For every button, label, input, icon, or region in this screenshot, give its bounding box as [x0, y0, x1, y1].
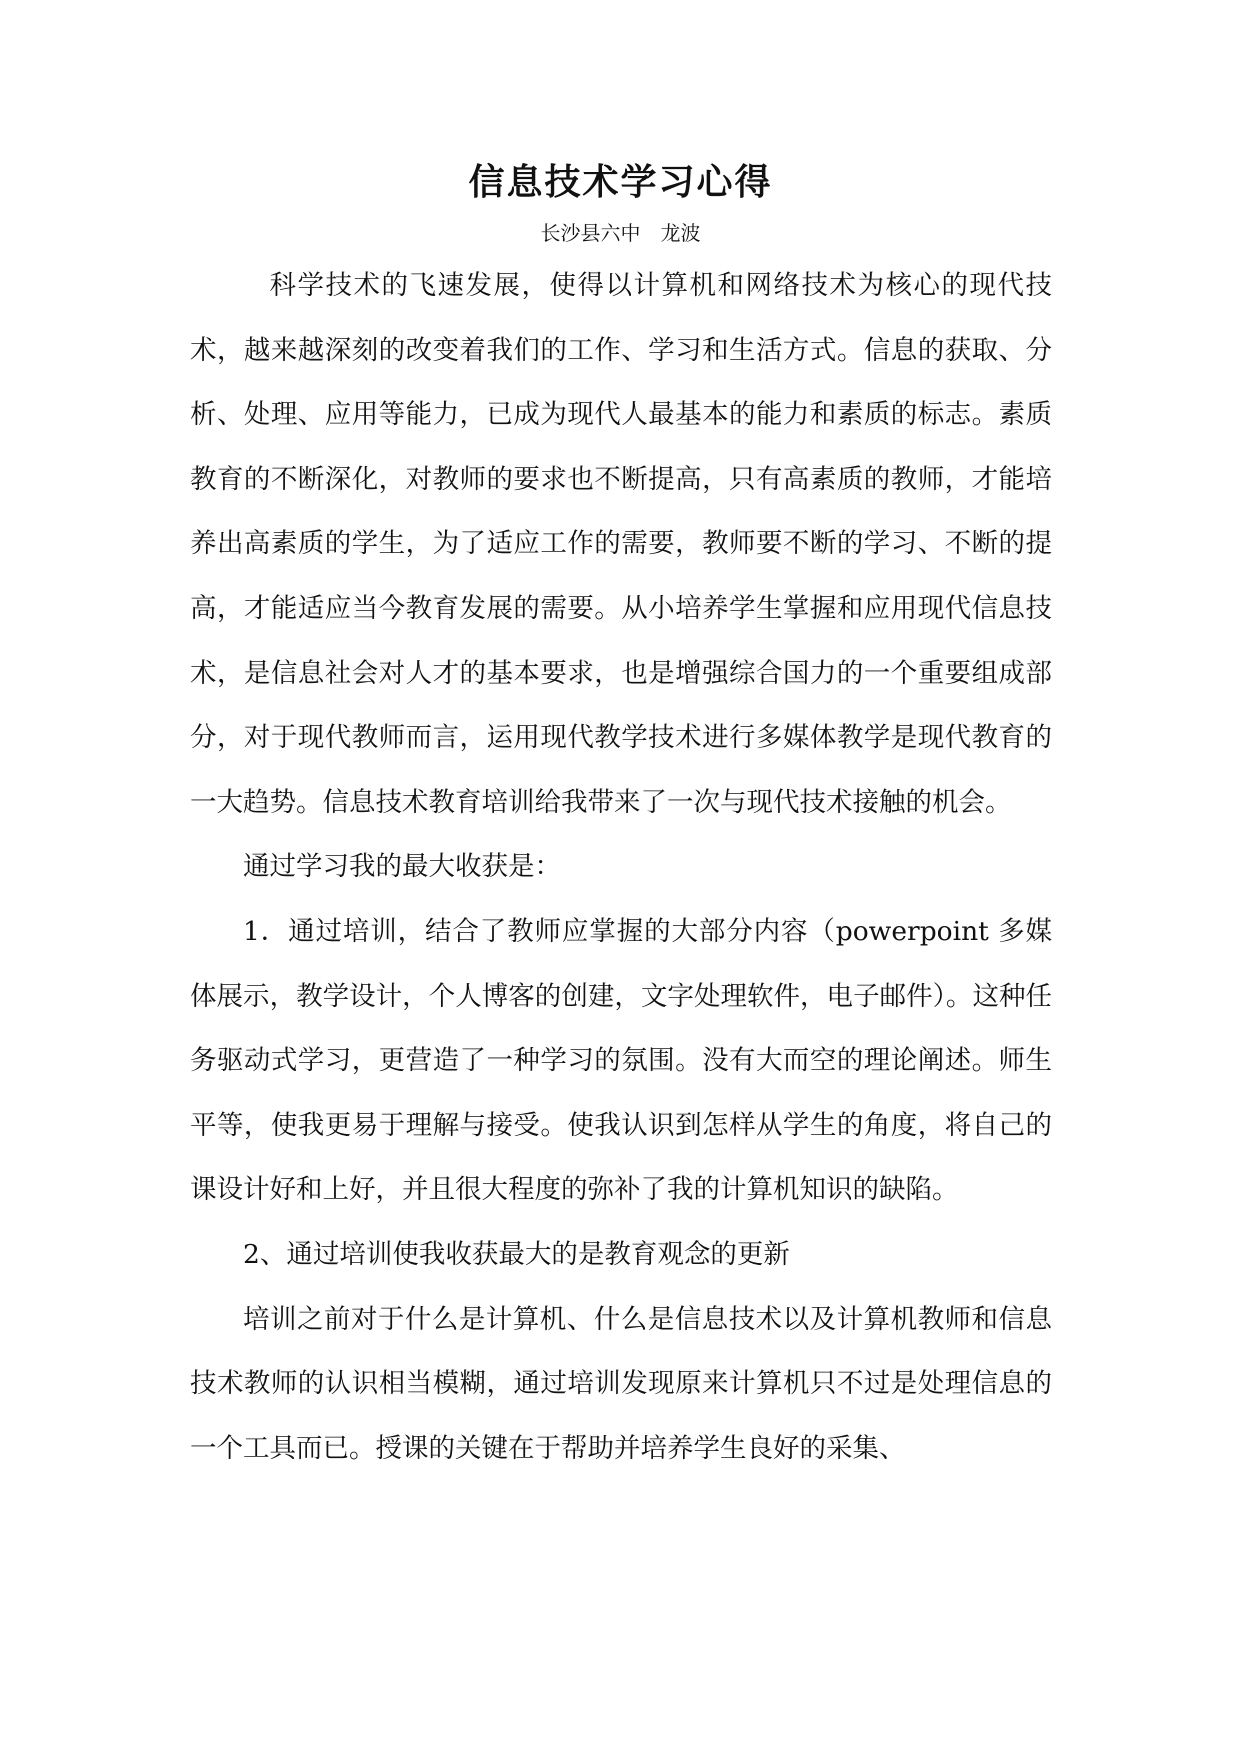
document-title: 信息技术学习心得 — [468, 162, 773, 203]
paragraph-gains-heading: 通过学习我的最大收获是： — [243, 851, 561, 883]
paragraph-intro: 科学技术的飞速发展，使得以计算机和网络技术为核心的现代技术，越来越深刻的改变着我们的工作、学习和生活方式。信息的获取、分析、处理、应用等能力，已成为现代人最基本的能力和素质的标志。素质教育的不断深化，对教师的要求也不断提高，只有高素质的教师，才能培养出高素质的学生，为了适应工作的需要，教师要不断的学习、不断的提高，才能适应当今教育发展的需要。从小培养学生掌握和应用现代信息技术，是信息社会对人才的基本要求，也是增强综合国力的一个重要组成部分，对于现代教师而言，运用现代教学技术进行多媒体教学是现代教育的一大趋势。信息技术教育培训给我带来了一次与现代技术接触的机会。 — [190, 270, 1052, 818]
paragraph-point-1: 1．通过培训，结合了教师应掌握的大部分内容（powerpoint 多媒体展示，教学设计，个人博客的创建，文字处理软件，电子邮件）。这种任务驱动式学习，更营造了一种学习的氛围。没有大而空的理论阐述。师生平等，使我更易于理解与接受。使我认识到怎样从学生的角度，将自己的课设计好和上好，并且很大程度的弥补了我的计算机知识的缺陷。 — [190, 915, 1052, 1206]
document-body — [190, 254, 1052, 1481]
paragraph-point-2-body: 培训之前对于什么是计算机、什么是信息技术以及计算机教师和信息技术教师的认识相当模糊，通过培训发现原来计算机只不过是处理信息的一个工具而已。授课的关键在于帮助并培养学生良好的采集、 — [190, 1303, 1052, 1464]
paragraph-point-2-heading: 2、通过培训使我收获最大的是教育观念的更新 — [243, 1238, 790, 1270]
author-byline: 长沙县六中 龙波 — [540, 221, 701, 245]
